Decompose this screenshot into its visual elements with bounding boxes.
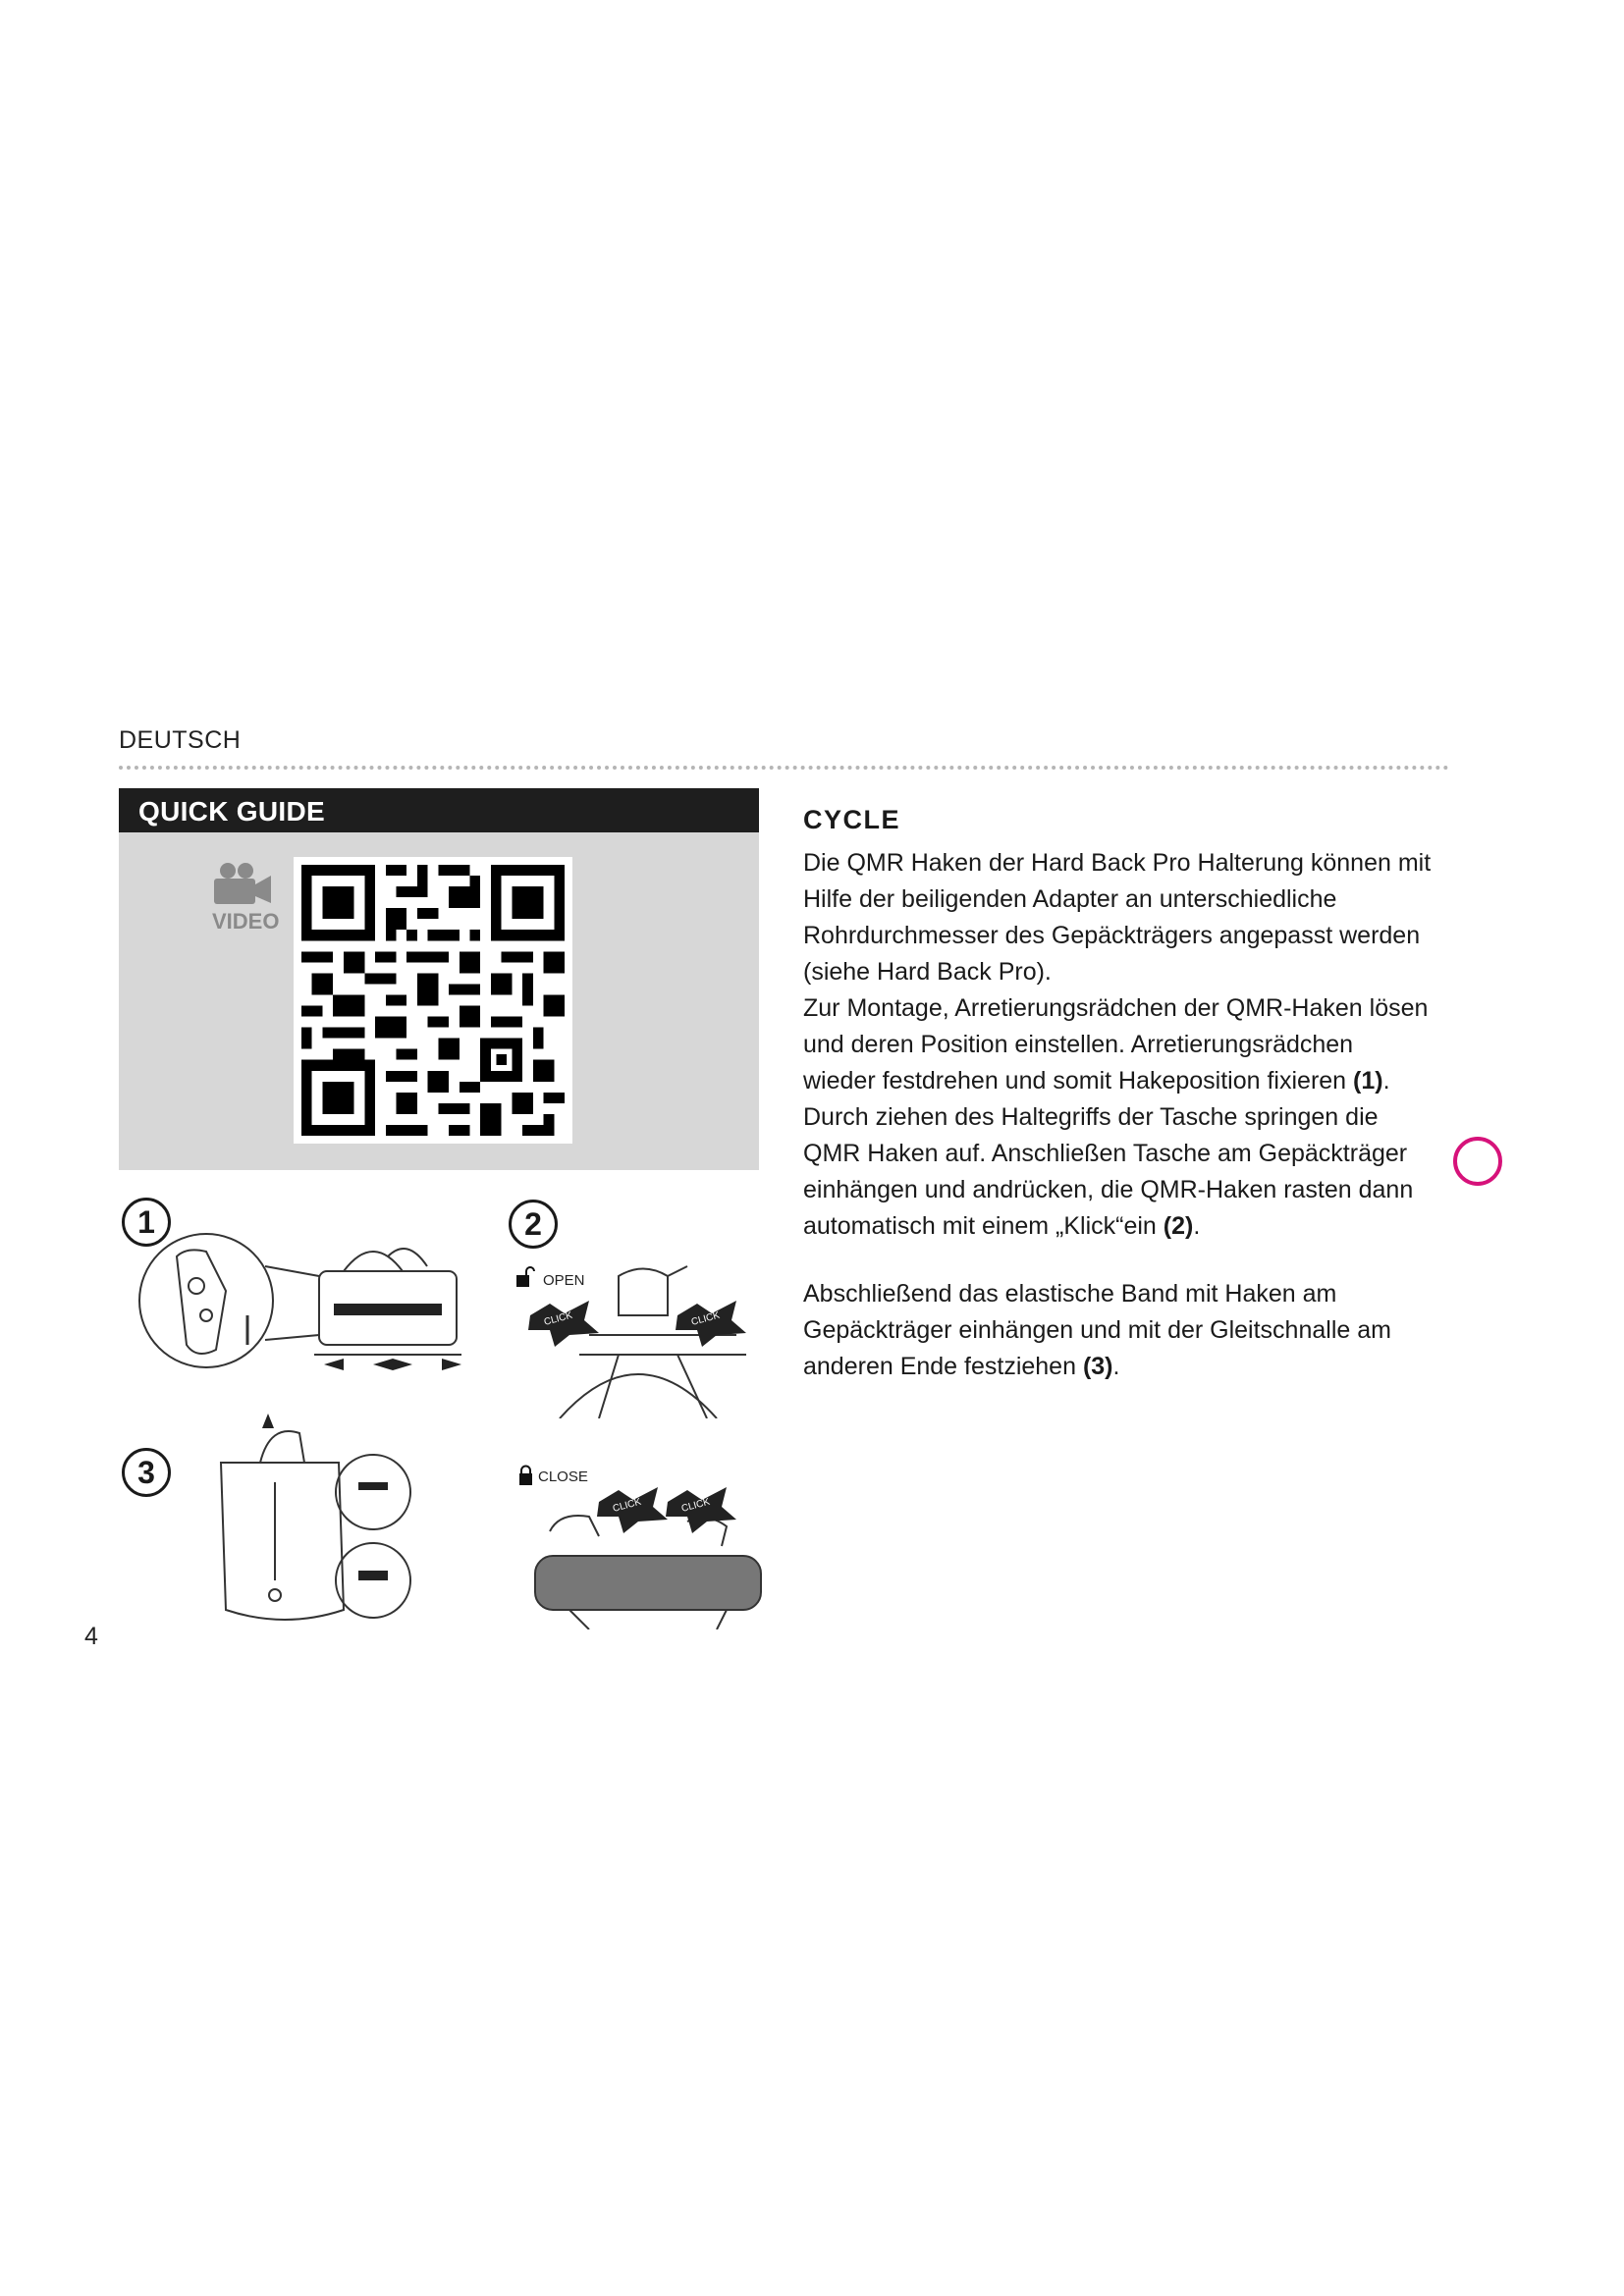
step-ref-1: (1) (1353, 1067, 1383, 1095)
section-title: CYCLE (803, 805, 901, 834)
video-camera-icon (212, 861, 273, 906)
step-3-badge: 3 (122, 1448, 171, 1497)
step-1-illustration (137, 1217, 491, 1404)
dotted-divider (119, 766, 1449, 770)
video-label: VIDEO (212, 909, 280, 934)
step-1-badge: 1 (122, 1198, 171, 1247)
step-2-open-illustration (520, 1256, 766, 1418)
paragraph-handle-tail: . (1193, 1212, 1201, 1240)
step-3-illustration (201, 1414, 417, 1639)
quick-guide-bar (119, 788, 759, 832)
paragraph-adapter-text: Die QMR Haken der Hard Back Pro Halterung können mit Hilfe der beiligenden Adapter an unterschiedliche Rohrdurchmesser des Gepäckträgers angepasst werden (siehe Hard Back Pro). (803, 849, 1432, 986)
language-label: DEUTSCH (119, 726, 242, 754)
quick-guide-panel (119, 788, 759, 1170)
open-label: OPEN (543, 1272, 585, 1289)
step-2-close-illustration (530, 1463, 776, 1629)
paragraph-mounting (803, 990, 1432, 1099)
quick-guide-title: QUICK GUIDE (138, 796, 325, 827)
step-ref-2: (2) (1163, 1212, 1194, 1240)
paragraph-strap (803, 1276, 1432, 1385)
paragraph-mounting-tail: . (1382, 1067, 1390, 1095)
click-label-4: CLICK (679, 1496, 712, 1515)
paragraph-strap-text: Abschließend das elastische Band mit Haken am Gepäckträger einhängen und mit der Gleitschnalle am anderen Ende festziehen (803, 1280, 1391, 1380)
cycle-section (803, 805, 1432, 1385)
paragraph-handle-text: Durch ziehen des Haltegriffs der Tasche springen die QMR Haken auf. Anschließen Tasche am Gepäckträger einhängen und andrücken, die QMR-Haken rasten dann automatisch mit einem „Klick“ein (803, 1103, 1414, 1240)
page-number: 4 (84, 1623, 98, 1650)
qr-code-image (301, 865, 565, 1136)
qr-code[interactable] (294, 857, 572, 1144)
paragraph-handle (803, 1099, 1432, 1245)
marker-ring (1453, 1137, 1502, 1186)
paragraph-mounting-text: Zur Montage, Arretierungsrädchen der QMR-Haken lösen und deren Position einstellen. Arretierungsrädchen wieder festdrehen und somit Hakeposition fixieren (803, 994, 1429, 1095)
step-2-badge: 2 (509, 1200, 558, 1249)
click-label-1: CLICK (542, 1309, 574, 1328)
paragraph-strap-tail: . (1112, 1353, 1120, 1380)
paragraph-adapter (803, 845, 1432, 990)
step-ref-3: (3) (1082, 1353, 1113, 1380)
click-label-3: CLICK (611, 1496, 643, 1515)
click-label-2: CLICK (689, 1309, 722, 1328)
close-label: CLOSE (538, 1468, 588, 1485)
